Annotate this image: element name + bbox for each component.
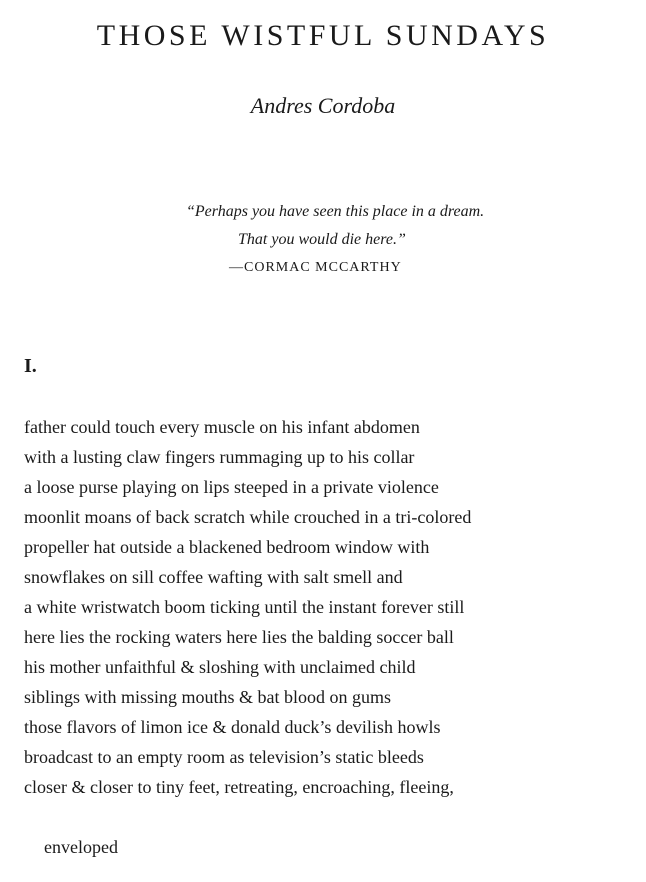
poem-line: with a lusting claw fingers rummaging up to his collar (24, 447, 415, 467)
poem-body (24, 412, 471, 802)
poem-line: propeller hat outside a blackened bedroom window with (24, 537, 430, 557)
poem-line: a loose purse playing on lips steeped in a private violence (24, 477, 439, 497)
epigraph-attribution: —CORMAC MCCARTHY (229, 260, 402, 275)
epigraph-line: “Perhaps you have seen this place in a dream. (186, 203, 485, 220)
poem-line: snowflakes on sill coffee wafting with salt smell and (24, 567, 403, 587)
poem-line: broadcast to an empty room as television’s static bleeds (24, 747, 424, 767)
poem-line: those flavors of limon ice & donald duck’s devilish howls (24, 717, 441, 737)
poem-line: siblings with missing mouths & bat blood on gums (24, 687, 392, 707)
poem-line: here lies the rocking waters here lies the balding soccer ball (24, 627, 454, 647)
poem-line: his mother unfaithful & sloshing with unclaimed child (24, 657, 416, 677)
poem-coda-line: enveloped (44, 837, 118, 857)
section-heading: I. (24, 355, 37, 377)
poem-line: moonlit moans of back scratch while crouched in a tri-colored (24, 507, 472, 527)
poem-title: THOSE WISTFUL SUNDAYS (96, 19, 550, 52)
epigraph-line: That you would die here.” (238, 231, 406, 248)
poem-line: closer & closer to tiny feet, retreating, encroaching, fleeing, (24, 777, 454, 797)
poem-line: father could touch every muscle on his infant abdomen (24, 417, 420, 437)
author-name: Andres Cordoba (250, 93, 396, 118)
poem-line: a white wristwatch boom ticking until the instant forever still (24, 597, 465, 617)
